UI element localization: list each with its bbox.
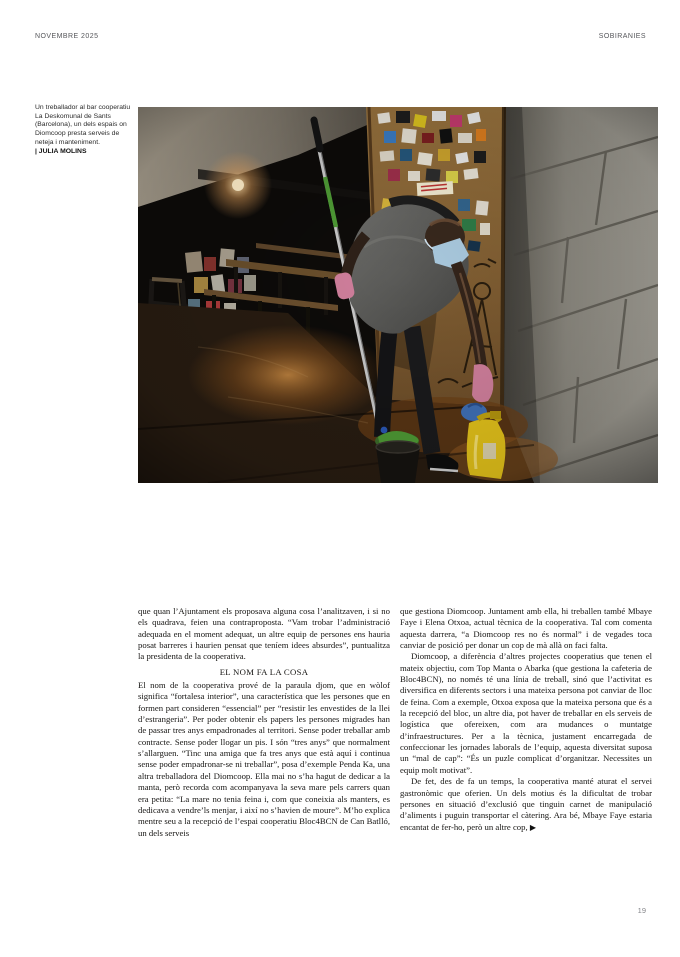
article-photo <box>138 107 658 483</box>
photo-vignette <box>138 107 658 483</box>
paragraph-text: De fet, des de fa un temps, la cooperativa manté aturat el servei gastronòmic que oferien. Un dels motius és la dificultat de trobar persones en situació d’exclusió que tinguin carnet de manipulació d’aliments i puguin transportar el càtering. Ara bé, Mbaye Faye estaria encantat de fer-ho, però un altre cop, <box>400 776 652 832</box>
paragraph: que gestiona Diomcoop. Juntament amb ella, hi treballen també Mbaye Faye i Elena Otxoa, actual tècnica de la cooperativa. Tal com comenta aquesta darrera, “a Diomcoop res no és normal” i de vegades toca canviar de posició per donar un cop de mà allà on faci falta. <box>400 606 652 651</box>
paragraph: El nom de la cooperativa prové de la paraula djom, que en wòlof significa “fortalesa interior”, una característica que les persones que en formen part consideren “essencial” per “resistir les envestides de la llei d’estrangeria”. Per poder obtenir els papers les persones migrades han de passar tres anys empadronades al territori. Sense poder treballar amb contracte. Sense poder llogar un pis. I són “tres anys” que normalment s’allarguen. “Tinc una amiga que fa tres anys que està aquí i continua sense poder empadronar-se ni treballar”, posa d’exemple Penda Ka, una altra treballadora del Diomcoop. Ella mai no s’ha hagut de dedicar a la manta, però recorda com acompanyava la seva mare pels carrers quan era petita: “La mare no tenia feina i, com que coneixia als manters, es dedicava a vendre’ls menjar, i així no s’havien de moure”. M’ho explica mentre seu a la recepció de l’espai cooperatiu Bloc4BCN de Can Batlló, un dels serveis <box>138 680 390 838</box>
text-column-1 <box>138 606 390 839</box>
section-title: SOBIRANIES <box>598 33 646 40</box>
continuation-arrow-icon: ▶ <box>529 822 536 832</box>
paragraph <box>400 776 652 833</box>
text-column-2 <box>400 606 652 839</box>
masthead <box>35 33 646 40</box>
photo-credit: | JULIA MOLINS <box>35 147 87 155</box>
paragraph: Diomcoop, a diferència d’altres projectes cooperatius que tenen el mateix objectiu, com Top Manta o Abarka (que gestiona la cafeteria de Bloc4BCN), no només té una línia de treball, sinó que l’activitat es diversifica en diferents sectors i una mateixa persona pot canviar de lloc de feina. Com a exemple, Otxoa exposa que la mateixa persona que és a la recepció del bloc, un altre dia, pot haver de treballar en els serveis de logística que ofereixen, com ara mudances o muntatge d’infraestructures. Per a la tècnica, justament encarregada de confeccionar les jornades laborals de l’equip, aquesta diversitat suposa un “mal de cap”: “És un puzle complicat d’organitzar. Necessites un equip molt motivat”. <box>400 651 652 775</box>
page-number: 19 <box>637 906 646 915</box>
photo-caption-text: Un treballador al bar cooperatiu La Deskomunal de Sants (Barcelona), un dels espais on Diomcoop presta serveis de neteja i manteniment. <box>35 104 131 146</box>
paragraph: que quan l’Ajuntament els proposava alguna cosa l’analitzaven, i si no els quadrava, feien una contraproposta. “Vam trobar l’administració adequada en el moment adequat, un altre equip de persones ens hauria posat barreres i haurien pensat que teníem idees absurdes”, puntualitza la presidenta de la cooperativa. <box>138 606 390 662</box>
article-body <box>138 606 652 839</box>
photo-illustration <box>138 107 658 483</box>
issue-date: NOVEMBRE 2025 <box>35 33 99 40</box>
subhead: EL NOM FA LA COSA <box>219 666 309 677</box>
photo-caption <box>35 104 134 156</box>
